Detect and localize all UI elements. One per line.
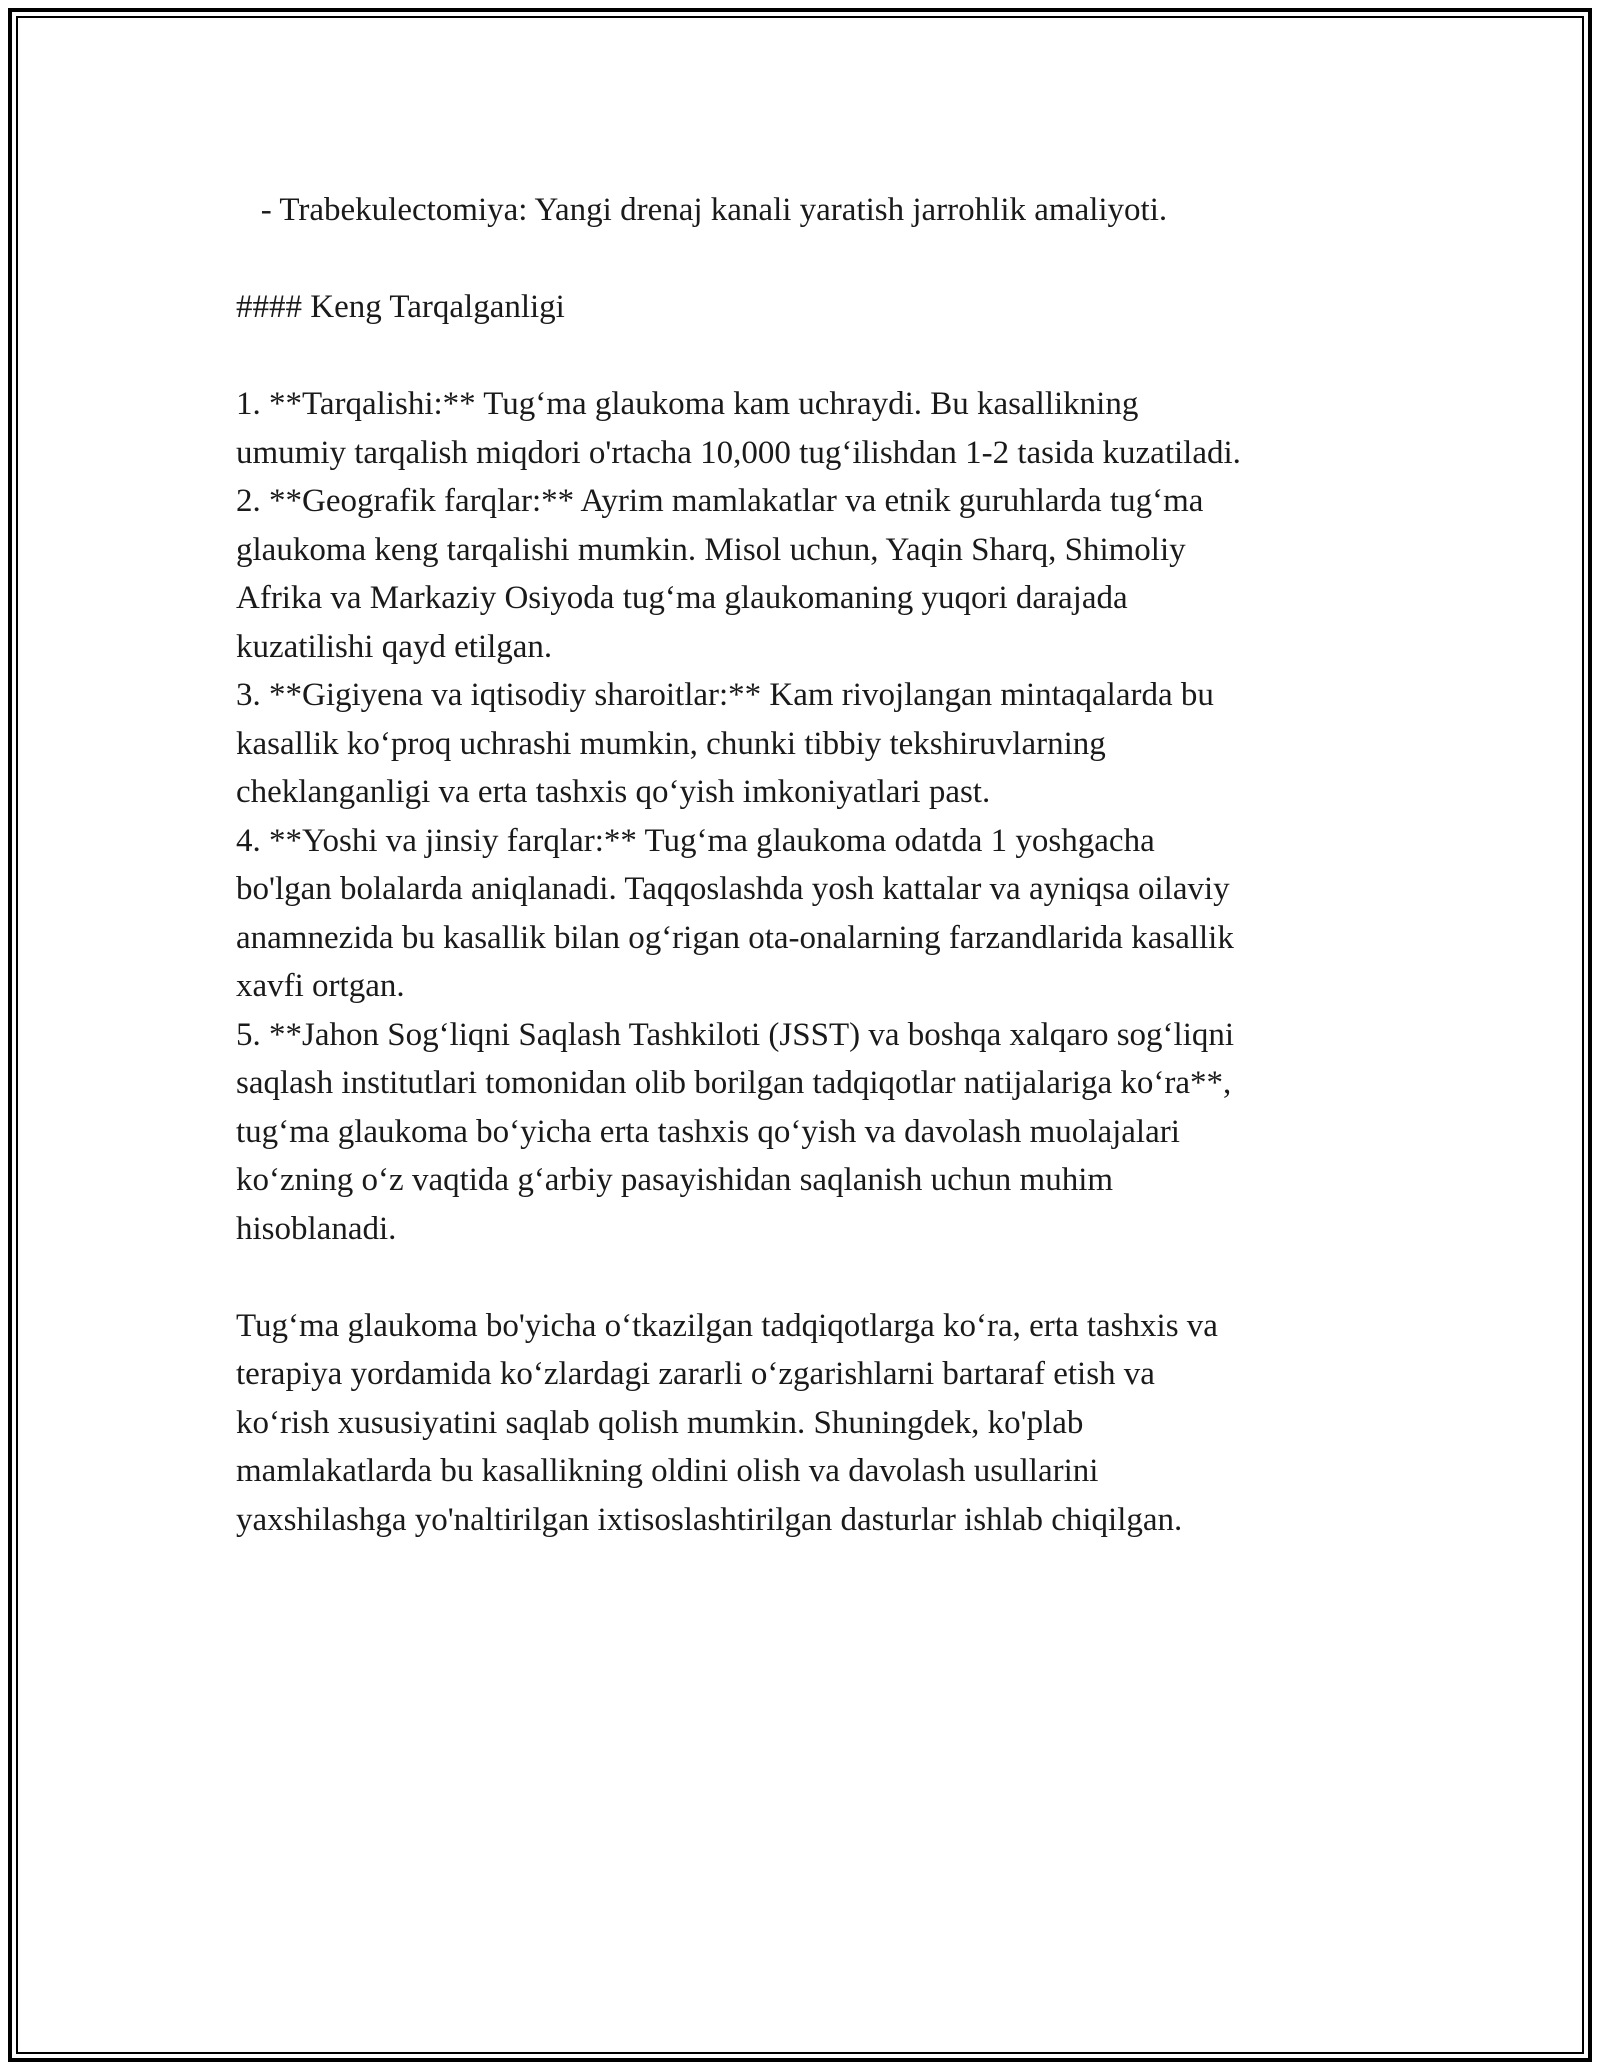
list-item-line: 2. **Geografik farqlar:** Ayrim mamlakatlar va etnik guruhlarda tug‘ma (236, 483, 1204, 519)
list-item-gigiyena (236, 671, 1376, 817)
list-item-line: kuzatilishi qayd etilgan. (236, 628, 553, 665)
list-item-line: glaukoma keng tarqalishi mumkin. Misol uchun, Yaqin Sharq, Shimoliy (236, 531, 1186, 568)
spacer (236, 332, 1376, 381)
list-item-line: kasallik ko‘proq uchrashi mumkin, chunki tibbiy tekshiruvlarning (236, 725, 1106, 762)
list-item-line: ko‘zning o‘z vaqtida g‘arbiy pasayishidan saqlanish uchun muhim (236, 1162, 1114, 1198)
list-item-line: umumiy tarqalish miqdori o'rtacha 10,000 tug‘ilishdan 1-2 tasida kuzatiladi. (236, 434, 1241, 471)
list-item-tarqalishi (236, 380, 1376, 477)
list-item-yoshi-jinsiy (236, 817, 1376, 1011)
list-item-line: cheklanganligi va erta tashxis qo‘yish imkoniyatlari past. (236, 774, 991, 810)
document-body (236, 186, 1376, 1544)
paragraph-line: terapiya yordamida ko‘zlardagi zararli o‘zgarishlarni bartaraf etish va (236, 1356, 1155, 1392)
list-item-line: tug‘ma glaukoma bo‘yicha erta tashxis qo‘yish va davolash muolajalari (236, 1113, 1180, 1150)
spacer (236, 1253, 1376, 1302)
spacer (236, 235, 1376, 284)
list-item-geografik-farqlar (236, 477, 1376, 671)
paragraph-line: yaxshilashga yo'naltirilgan ixtisoslashtirilgan dasturlar ishlab chiqilgan. (236, 1501, 1183, 1538)
list-item-jsst (236, 1011, 1376, 1254)
paragraph-line: Tug‘ma glaukoma bo'yicha o‘tkazilgan tadqiqotlarga ko‘ra, erta tashxis va (236, 1307, 1218, 1344)
list-item-line: bo'lgan bolalarda aniqlanadi. Taqqoslashda yosh kattalar va ayniqsa oilaviy (236, 871, 1230, 907)
list-item-line: hisoblanadi. (236, 1210, 397, 1247)
list-item-line: 3. **Gigiyena va iqtisodiy sharoitlar:** Kam rivojlangan mintaqalarda bu (236, 677, 1214, 713)
paragraph-line: mamlakatlarda bu kasallikning oldini olish va davolash usullarini (236, 1453, 1099, 1489)
paragraph-line: ko‘rish xususiyatini saqlab qolish mumkin. Shuningdek, ko'plab (236, 1404, 1084, 1441)
list-item-line: xavfi ortgan. (236, 968, 405, 1004)
list-item-line: 4. **Yoshi va jinsiy farqlar:** Tug‘ma glaukoma odatda 1 yoshgacha (236, 822, 1155, 859)
list-item-line: saqlash institutlari tomonidan olib borilgan tadqiqotlar natijalariga ko‘ra**, (236, 1065, 1232, 1101)
section-heading: #### Keng Tarqalganligi (236, 289, 565, 325)
list-item-line: 1. **Tarqalishi:** Tug‘ma glaukoma kam uchraydi. Bu kasallikning (236, 386, 1139, 422)
bullet-trabekulectomiya: - Trabekulectomiya: Yangi drenaj kanali yaratish jarrohlik amaliyoti. (236, 192, 1168, 228)
closing-paragraph (236, 1302, 1376, 1545)
list-item-line: anamnezida bu kasallik bilan og‘rigan ota-onalarning farzandlarida kasallik (236, 919, 1234, 956)
list-item-line: Afrika va Markaziy Osiyoda tug‘ma glaukomaning yuqori darajada (236, 580, 1128, 616)
list-item-line: 5. **Jahon Sog‘liqni Saqlash Tashkiloti (JSST) va boshqa xalqaro sog‘liqni (236, 1016, 1235, 1053)
